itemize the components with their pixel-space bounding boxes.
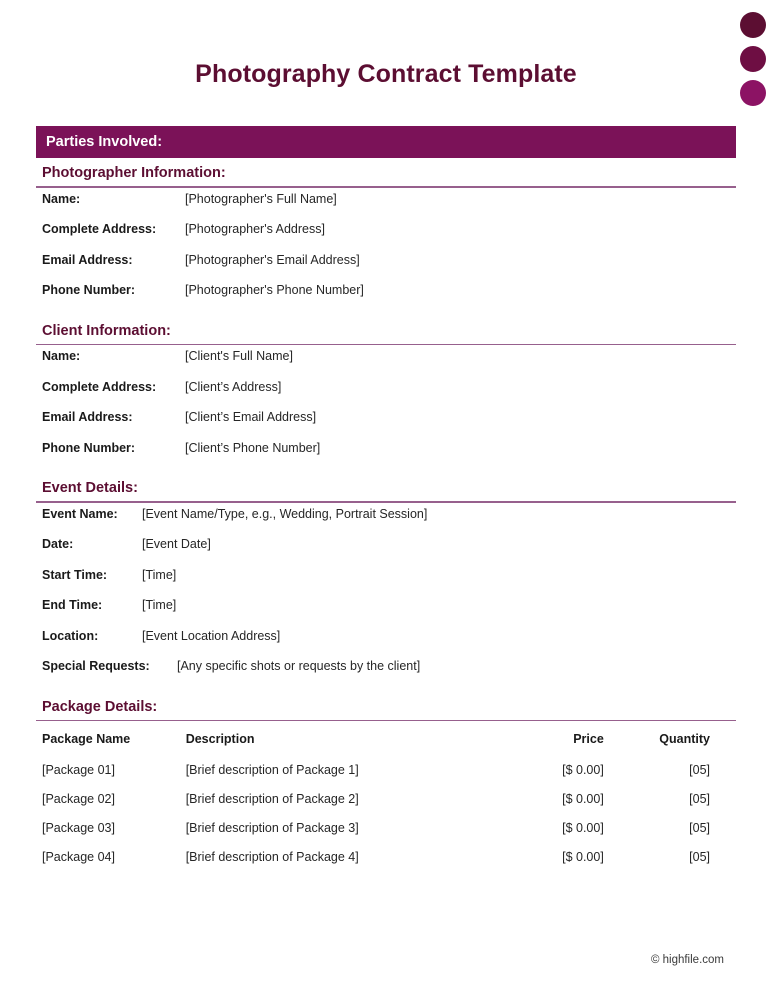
field-label: Complete Address: [42, 379, 157, 394]
field-label: Name: [42, 349, 81, 363]
section-photographer-information [36, 165, 736, 314]
field-value[interactable]: [Event Location Address] [142, 628, 281, 643]
field-value[interactable]: [Any specific shots or requests by the client] [177, 659, 421, 673]
field-row-event-location [36, 629, 736, 660]
field-label: Event Name: [42, 506, 118, 521]
table-row [36, 755, 736, 784]
column-header-price: Price [573, 732, 604, 746]
section-divider [36, 720, 736, 722]
field-row-client-phone [36, 441, 736, 472]
cell-package-name[interactable]: [Package 04] [42, 850, 115, 864]
cell-quantity[interactable]: [05] [689, 792, 710, 806]
cell-price[interactable]: [$ 0.00] [562, 792, 604, 806]
field-row-event-date [36, 537, 736, 568]
cell-package-name[interactable]: [Package 02] [42, 792, 115, 806]
cell-description[interactable]: [Brief description of Package 4] [185, 850, 359, 864]
field-value[interactable]: [Photographer's Address] [185, 222, 325, 236]
cell-description[interactable]: [Brief description of Package 3] [185, 821, 359, 835]
cell-quantity[interactable]: [05] [689, 821, 710, 835]
field-label: Date: [42, 537, 74, 551]
field-row-event-start-time [36, 568, 736, 599]
field-value[interactable]: [Client’s Address] [185, 379, 282, 394]
decorative-circle-light-icon [740, 80, 766, 106]
parties-involved-banner [36, 126, 736, 158]
field-value[interactable]: [Time] [142, 598, 177, 612]
field-label: Location: [42, 628, 99, 643]
section-package-details [36, 699, 736, 872]
field-row-client-email [36, 410, 736, 441]
field-value[interactable]: [Event Date] [142, 537, 211, 551]
field-row-photographer-address [36, 222, 736, 253]
field-row-event-special-requests [36, 659, 736, 690]
column-header-package-name: Package Name [42, 732, 131, 746]
field-label: Phone Number: [42, 440, 136, 455]
section-divider [36, 501, 736, 503]
field-row-event-end-time [36, 598, 736, 629]
cell-package-name[interactable]: [Package 01] [42, 763, 115, 777]
field-value[interactable]: [Client's Full Name] [185, 349, 293, 363]
document-content [36, 158, 736, 871]
footer-credit: © highfile.com [650, 954, 724, 966]
parties-involved-label: Parties Involved: [46, 134, 163, 150]
field-row-client-address [36, 380, 736, 411]
cell-quantity[interactable]: [05] [689, 763, 710, 777]
field-value[interactable]: [Photographer's Phone Number] [185, 283, 364, 297]
table-row [36, 813, 736, 842]
field-value[interactable]: [Time] [142, 567, 177, 582]
section-heading-client: Client Information: [42, 322, 171, 339]
table-row [36, 784, 736, 813]
section-divider [36, 186, 736, 188]
decorative-circles [728, 0, 768, 118]
field-row-photographer-phone [36, 283, 736, 314]
field-row-photographer-email [36, 253, 736, 284]
field-value[interactable]: [Client’s Phone Number] [185, 440, 321, 455]
cell-description[interactable]: [Brief description of Package 2] [185, 792, 359, 806]
field-row-event-name [36, 507, 736, 538]
section-divider [36, 344, 736, 346]
field-label: Special Requests: [42, 659, 150, 673]
column-header-description: Description [185, 732, 255, 746]
section-heading-photographer: Photographer Information: [42, 165, 226, 181]
field-label: Phone Number: [42, 283, 136, 297]
field-value[interactable]: [Client’s Email Address] [185, 410, 317, 424]
table-header-row [36, 725, 736, 755]
field-row-photographer-name [36, 192, 736, 223]
field-label: Email Address: [42, 252, 133, 267]
cell-quantity[interactable]: [05] [689, 850, 710, 864]
field-label: Email Address: [42, 410, 133, 424]
field-value[interactable]: [Photographer's Full Name] [185, 191, 337, 206]
section-heading-package: Package Details: [42, 698, 158, 715]
cell-price[interactable]: [$ 0.00] [562, 850, 604, 864]
decorative-circle-mid-icon [740, 46, 766, 72]
section-client-information [36, 323, 736, 472]
field-row-client-name [36, 349, 736, 380]
cell-package-name[interactable]: [Package 03] [42, 821, 115, 835]
field-value[interactable]: [Photographer's Email Address] [185, 252, 360, 267]
decorative-circle-dark-icon [740, 12, 766, 38]
field-label: Name: [42, 191, 81, 206]
page-title: Photography Contract Template [195, 60, 577, 88]
section-event-details [36, 480, 736, 690]
cell-price[interactable]: [$ 0.00] [562, 821, 604, 835]
column-header-quantity: Quantity [659, 732, 710, 746]
table-row [36, 842, 736, 871]
field-label: Complete Address: [42, 222, 157, 236]
cell-description[interactable]: [Brief description of Package 1] [185, 763, 359, 777]
field-label: End Time: [42, 598, 103, 612]
section-heading-event: Event Details: [42, 480, 138, 496]
cell-price[interactable]: [$ 0.00] [562, 763, 604, 777]
package-details-table [36, 725, 736, 871]
field-label: Start Time: [42, 567, 108, 582]
field-value[interactable]: [Event Name/Type, e.g., Wedding, Portrait Session] [142, 506, 428, 521]
